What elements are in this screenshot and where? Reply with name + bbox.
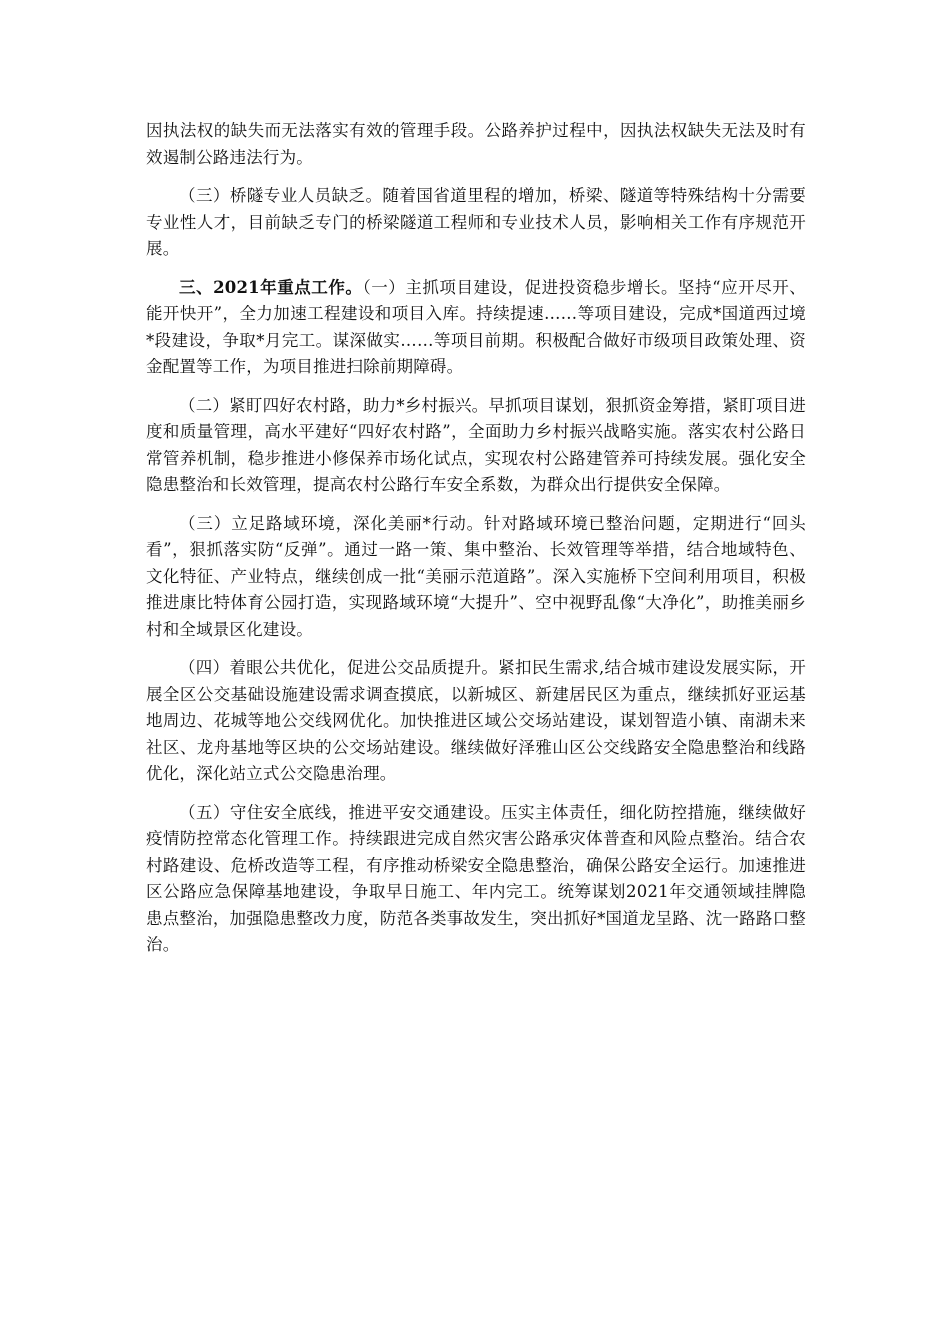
document-page <box>146 118 806 971</box>
paragraph-road-environment <box>146 511 806 644</box>
paragraph-text: （二）紧盯四好农村路，助力*乡村振兴。早抓项目谋划，狠抓资金筹措，紧盯项目进度和质量管理，高水平建好“四好农村路”，全面助力乡村振兴战略实施。落实农村公路日常管养机制，稳步推进小修保养市场化试点，实现农村公路建管养可持续发展。强化安全隐患整治和长效管理，提高农村公路行车安全系数，为群众出行提供安全保障。 <box>146 395 806 494</box>
paragraph-key-work-2021 <box>146 275 806 381</box>
paragraph-text: （三）立足路域环境，深化美丽*行动。针对路域环境已整治问题，定期进行“回头看”，狠抓落实防“反弹”。通过一路一策、集中整治、长效管理等举措，结合地域特色、文化特征、产业特点，继续创成一批“美丽示范道路”。深入实施桥下空间利用项目，积极推进康比特体育公园打造，实现路域环境“大提升”、空中视野乱像“大净化”，助推美丽乡村和全域景区化建设。 <box>146 513 806 639</box>
paragraph-enforcement <box>146 118 806 171</box>
paragraph-public-transit <box>146 655 806 788</box>
paragraph-text: （一）主抓项目建设，促进投资稳步增长。坚持“应开尽开、能开快开”，全力加速工程建设和项目入库。持续提速……等项目建设，完成*国道西过境*段建设，争取*月完工。谋深做实……等项目前期。积极配合做好市级项目政策处理、资金配置等工作，为项目推进扫除前期障碍。 <box>146 277 806 376</box>
section-heading: 三、2021年重点工作。 <box>179 277 363 297</box>
paragraph-rural-roads <box>146 393 806 499</box>
paragraph-traffic-safety <box>146 800 806 959</box>
paragraph-text: 因执法权的缺失而无法落实有效的管理手段。公路养护过程中，因执法权缺失无法及时有效遏制公路违法行为。 <box>146 121 806 167</box>
paragraph-text: （五）守住安全底线，推进平安交通建设。压实主体责任，细化防控措施，继续做好疫情防控常态化管理工作。持续跟进完成自然灾害公路承灾体普查和风险点整治。结合农村路建设、危桥改造等工程，有序推动桥梁安全隐患整治，确保公路安全运行。加速推进区公路应急保障基地建设，争取早日施工、年内完工。统筹谋划2021年交通领域挂牌隐患点整治，加强隐患整改力度，防范各类事故发生，突出抓好*国道龙呈路、沈一路路口整治。 <box>146 802 806 954</box>
paragraph-bridge-tunnel-staff <box>146 183 806 263</box>
paragraph-text: （三）桥隧专业人员缺乏。随着国省道里程的增加，桥梁、隧道等特殊结构十分需要专业性人才，目前缺乏专门的桥梁隧道工程师和专业技术人员，影响相关工作有序规范开展。 <box>146 186 806 258</box>
paragraph-text: （四）着眼公共优化，促进公交品质提升。紧扣民生需求,结合城市建设发展实际，开展全区公交基础设施建设需求调查摸底，以新城区、新建居民区为重点，继续抓好亚运基地周边、花城等地公交线网优化。加快推进区域公交场站建设，谋划智造小镇、南湖未来社区、龙舟基地等区块的公交场站建设。继续做好泽雅山区公交线路安全隐患整治和线路优化，深化站立式公交隐患治理。 <box>146 658 806 783</box>
